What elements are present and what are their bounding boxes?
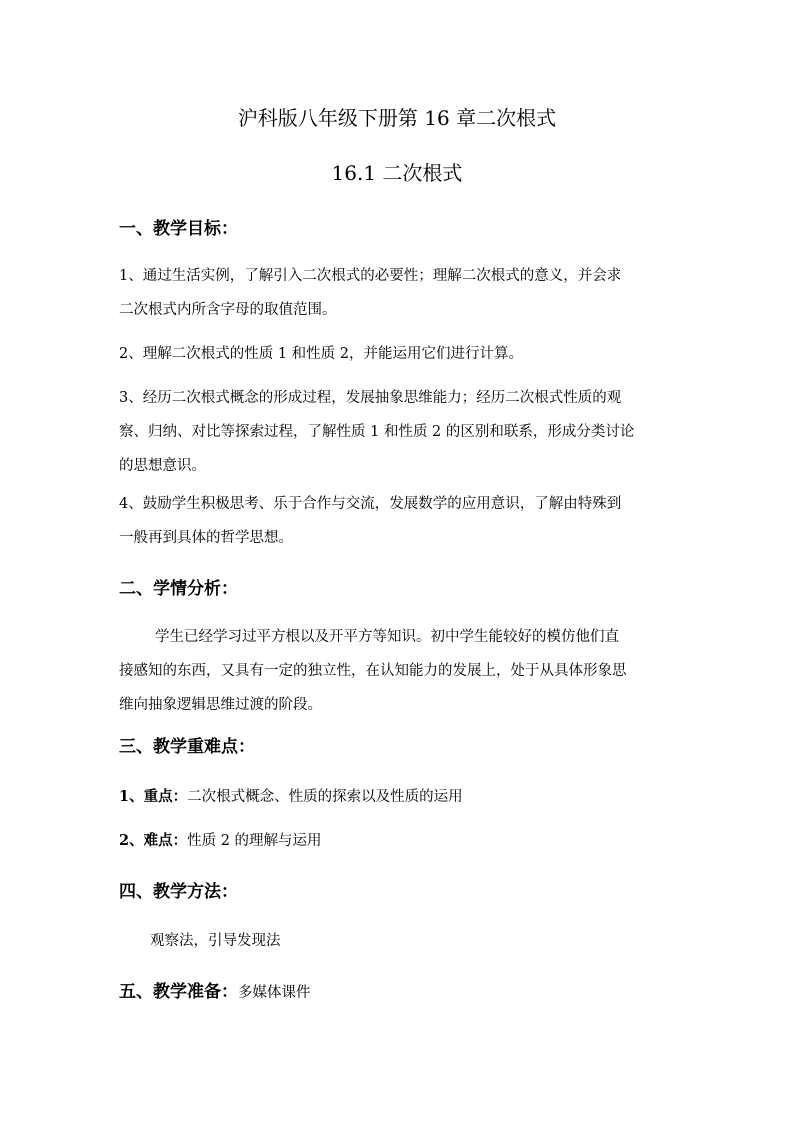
prep-text: 多媒体课件 — [238, 985, 311, 1001]
goal-item-1-line-1: 1、通过生活实例，了解引入二次根式的必要性；理解二次根式的意义，并会求 — [119, 268, 622, 284]
difficult-point — [119, 830, 322, 852]
goal-item-3-line-1: 3、经历二次根式概念的形成过程，发展抽象思维能力；经历二次根式性质的观 — [119, 390, 622, 406]
prep-heading-label: 五、教学准备： — [119, 982, 238, 1002]
analysis-line-2: 接感知的东西，又具有一定的独立性，在认知能力的发展上，处于从具体形象思 — [119, 663, 627, 679]
goal-item-4-line-2: 一般再到具体的哲学思想。 — [119, 530, 293, 546]
goal-item-1 — [119, 259, 679, 327]
analysis-paragraph — [119, 620, 679, 722]
goal-item-4-line-1: 4、鼓励学生积极思考、乐于合作与交流，发展数学的应用意识，了解由特殊到 — [119, 496, 622, 512]
document-subtitle: 16.1 二次根式 — [331, 161, 463, 185]
goal-item-2 — [119, 337, 679, 371]
section-heading-prep — [119, 981, 311, 1004]
key-point-text: 二次根式概念、性质的探索以及性质的运用 — [187, 789, 463, 805]
analysis-line-3: 维向抽象逻辑思维过渡的阶段。 — [119, 697, 322, 713]
section-heading-method: 四、教学方法： — [119, 882, 238, 902]
goal-item-3-line-2: 察、归纳、对比等探索过程，了解性质 1 和性质 2 的区别和联系，形成分类讨论 — [119, 424, 635, 440]
section-heading-goals: 一、教学目标： — [119, 219, 238, 239]
analysis-line-1: 学生已经学习过平方根以及开平方等知识。初中学生能较好的模仿他们直 — [155, 629, 619, 645]
difficult-point-label: 2、难点： — [119, 832, 188, 849]
goal-item-4 — [119, 487, 679, 555]
document-title: 沪科版八年级下册第 16 章二次根式 — [237, 106, 557, 130]
method-text: 观察法，引导发现法 — [150, 933, 281, 949]
section-heading-keypoints: 三、教学重难点： — [119, 737, 255, 757]
goal-item-1-line-2: 二次根式内所含字母的取值范围。 — [119, 302, 337, 318]
key-point — [119, 786, 463, 808]
goal-item-3 — [119, 381, 679, 483]
difficult-point-text: 性质 2 的理解与运用 — [187, 833, 322, 849]
goal-item-3-line-3: 的思想意识。 — [119, 458, 206, 474]
key-point-label: 1、重点： — [119, 788, 188, 805]
section-heading-analysis: 二、学情分析： — [119, 579, 238, 599]
goal-item-2-line-1: 2、理解二次根式的性质 1 和性质 2，并能运用它们进行计算。 — [119, 346, 524, 362]
